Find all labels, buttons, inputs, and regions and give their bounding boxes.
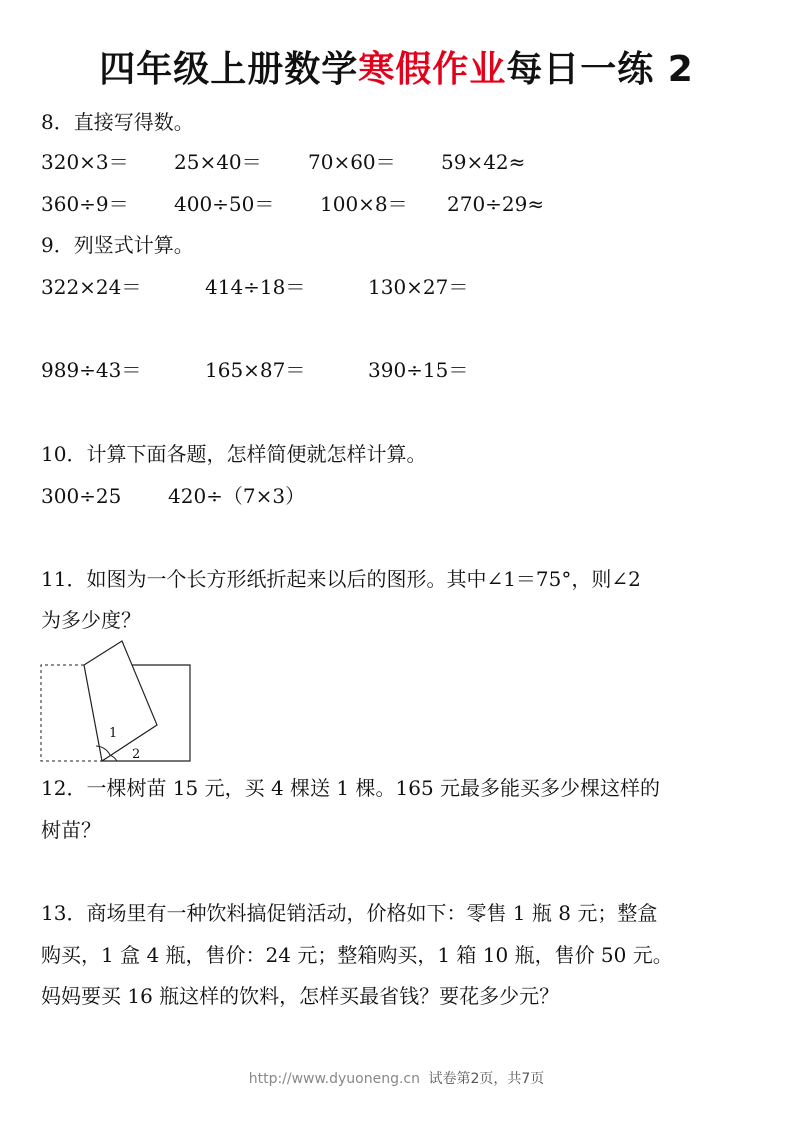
q9-item: 989÷43＝: [41, 358, 142, 382]
q9-item: 322×24＝: [41, 275, 142, 299]
q8-item: 360÷9＝: [41, 192, 129, 216]
q8-item: 320×3＝: [41, 150, 129, 174]
q8-item: 59×42≈: [441, 150, 526, 174]
page-number: 试卷第2页，共7页: [428, 1071, 545, 1087]
q8-item: 100×8＝: [320, 192, 408, 216]
q12-line1: 12．一棵树苗 15 元，买 4 棵送 1 棵。165 元最多能买多少棵这样的: [41, 776, 661, 800]
q13-line1: 13．商场里有一种饮料搞促销活动，价格如下：零售 1 瓶 8 元；整盒: [41, 901, 658, 925]
page-footer: [0, 1068, 793, 1088]
angle-label-1: 1: [109, 726, 118, 741]
q9-title: 9．列竖式计算。: [41, 233, 194, 257]
q9-item: 130×27＝: [368, 275, 469, 299]
q12-line2: 树苗？: [41, 818, 101, 842]
q8-title: 8．直接写得数。: [41, 110, 194, 134]
q8-item: 400÷50＝: [174, 192, 275, 216]
folded-paper-figure: [40, 640, 196, 766]
q13-line2: 购买，1 盒 4 瓶，售价：24 元；整箱购买，1 箱 10 瓶，售价 50 元。: [41, 943, 673, 967]
q8-item: 70×60＝: [308, 150, 396, 174]
title-part1: 四年级上册数学: [99, 49, 359, 90]
q10-title: 10．计算下面各题，怎样简便就怎样计算。: [41, 442, 427, 466]
title-highlight: 寒假作业: [358, 49, 507, 90]
angle-label-2: 2: [132, 747, 141, 762]
q10-item: 420÷（7×3）: [168, 484, 306, 508]
q9-item: 165×87＝: [205, 358, 306, 382]
q9-item: 390÷15＝: [368, 358, 469, 382]
q11-line1: 11．如图为一个长方形纸折起来以后的图形。其中∠1＝75°，则∠2: [41, 567, 641, 591]
q8-item: 270÷29≈: [447, 192, 545, 216]
page-title: [0, 44, 793, 96]
q10-item: 300÷25: [41, 484, 122, 508]
q9-item: 414÷18＝: [205, 275, 306, 299]
q8-item: 25×40＝: [174, 150, 262, 174]
q11-line2: 为多少度？: [41, 608, 141, 632]
angle-arc-2: [110, 755, 117, 761]
footer-watermark: http://www.dyuoneng.cn: [248, 1071, 420, 1087]
title-part2: 每日一练 2: [506, 49, 694, 90]
q13-line3: 妈妈要买 16 瓶这样的饮料，怎样买最省钱？要花多少元？: [41, 984, 560, 1008]
folded-flap: [84, 641, 157, 761]
